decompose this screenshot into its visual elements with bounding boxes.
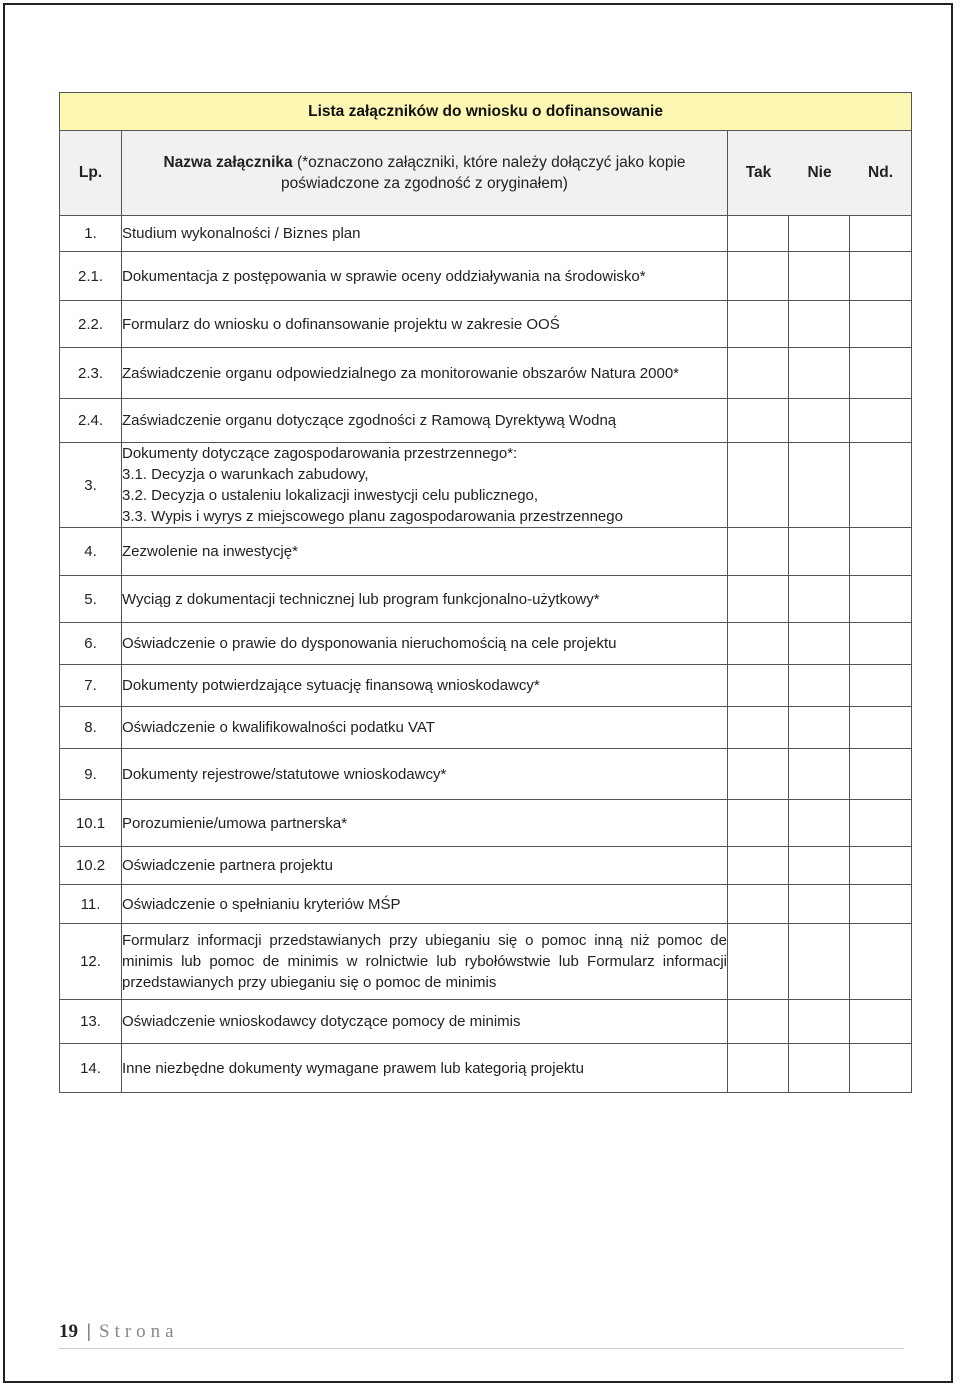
row-number: 2.1.	[60, 252, 122, 301]
row-number: 2.4.	[60, 399, 122, 443]
row-attachment-name: Studium wykonalności / Biznes plan	[122, 216, 728, 252]
checkbox-cell-tak[interactable]	[728, 252, 789, 301]
attachments-table	[59, 92, 912, 1093]
checkbox-cell-tak[interactable]	[728, 301, 789, 348]
checkbox-cell-tak[interactable]	[728, 623, 789, 665]
table-row	[60, 399, 912, 443]
checkbox-cell-nie[interactable]	[789, 301, 850, 348]
table-header-row	[60, 131, 912, 216]
row-attachment-name: Inne niezbędne dokumenty wymagane prawem lub kategorią projektu	[122, 1044, 728, 1093]
table-row	[60, 252, 912, 301]
checkbox-cell-nd[interactable]	[850, 623, 912, 665]
checkbox-cell-tak[interactable]	[728, 924, 789, 1000]
checkbox-cell-nie[interactable]	[789, 399, 850, 443]
checkbox-cell-nd[interactable]	[850, 252, 912, 301]
table-row	[60, 800, 912, 847]
checkbox-cell-nd[interactable]	[850, 665, 912, 707]
table-row	[60, 301, 912, 348]
table-row	[60, 847, 912, 885]
table-row	[60, 707, 912, 749]
checkbox-cell-nd[interactable]	[850, 924, 912, 1000]
checkbox-cell-nd[interactable]	[850, 576, 912, 623]
checkbox-cell-tak[interactable]	[728, 800, 789, 847]
row-number: 9.	[60, 749, 122, 800]
checkbox-cell-tak[interactable]	[728, 576, 789, 623]
footer-separator: |	[87, 1321, 91, 1342]
table-row	[60, 576, 912, 623]
header-nd: Nd.	[868, 164, 894, 181]
row-number: 5.	[60, 576, 122, 623]
checkbox-cell-nd[interactable]	[850, 399, 912, 443]
row-attachment-name: Oświadczenie wnioskodawcy dotyczące pomocy de minimis	[122, 1000, 728, 1044]
checkbox-cell-tak[interactable]	[728, 847, 789, 885]
table-row	[60, 1044, 912, 1093]
row-attachment-name: Oświadczenie partnera projektu	[122, 847, 728, 885]
checkbox-cell-nie[interactable]	[789, 1000, 850, 1044]
row-attachment-name: Oświadczenie o kwalifikowalności podatku VAT	[122, 707, 728, 749]
row-number: 7.	[60, 665, 122, 707]
row-attachment-line: 3.1. Decyzja o warunkach zabudowy,	[122, 466, 369, 483]
header-nazwa-bold: Nazwa załącznika	[163, 154, 293, 171]
table-row	[60, 623, 912, 665]
header-nazwa-note: (*oznaczono załączniki, które należy dołączyć jako kopie poświadczone za zgodność z oryginałem)	[281, 154, 686, 192]
row-attachment-name: Dokumenty potwierdzające sytuację finansową wnioskodawcy*	[122, 665, 728, 707]
row-attachment-name: Zaświadczenie organu odpowiedzialnego za monitorowanie obszarów Natura 2000*	[122, 348, 728, 399]
checkbox-cell-nd[interactable]	[850, 216, 912, 252]
checkbox-cell-tak[interactable]	[728, 707, 789, 749]
table-row	[60, 443, 912, 528]
checkbox-cell-tak[interactable]	[728, 1044, 789, 1093]
table-body	[60, 216, 912, 1093]
header-choice-columns	[728, 131, 912, 216]
checkbox-cell-tak[interactable]	[728, 885, 789, 924]
table-row	[60, 665, 912, 707]
checkbox-cell-tak[interactable]	[728, 348, 789, 399]
header-nie: Nie	[807, 164, 832, 181]
table-row	[60, 528, 912, 576]
checkbox-cell-nie[interactable]	[789, 443, 850, 528]
row-attachment-name: Dokumentacja z postępowania w sprawie oceny oddziaływania na środowisko*	[122, 252, 728, 301]
row-attachment-line: Dokumenty dotyczące zagospodarowania przestrzennego*:	[122, 445, 518, 462]
row-number: 10.1	[60, 800, 122, 847]
row-attachment-name: Formularz informacji przedstawianych przy ubieganiu się o pomoc inną niż pomoc de minimis lub pomoc de minimis w rolnictwie lub rybołówstwie lub Formularz informacji przedstawianych przy ubieganiu się o pomoc de minimis	[122, 924, 728, 1000]
row-attachment-name: Oświadczenie o spełnianiu kryteriów MŚP	[122, 885, 728, 924]
checkbox-cell-nie[interactable]	[789, 623, 850, 665]
table-row	[60, 749, 912, 800]
checkbox-cell-tak[interactable]	[728, 665, 789, 707]
checkbox-cell-tak[interactable]	[728, 1000, 789, 1044]
row-number: 12.	[60, 924, 122, 1000]
row-number: 4.	[60, 528, 122, 576]
checkbox-cell-nd[interactable]	[850, 1000, 912, 1044]
row-attachment-name	[122, 443, 728, 528]
row-number: 10.2	[60, 847, 122, 885]
row-attachment-name: Zaświadczenie organu dotyczące zgodności z Ramową Dyrektywą Wodną	[122, 399, 728, 443]
checkbox-cell-nie[interactable]	[789, 707, 850, 749]
checkbox-cell-nd[interactable]	[850, 528, 912, 576]
checkbox-cell-nie[interactable]	[789, 800, 850, 847]
header-tak: Tak	[745, 164, 772, 181]
row-attachment-name: Formularz do wniosku o dofinansowanie projektu w zakresie OOŚ	[122, 301, 728, 348]
row-attachment-name: Oświadczenie o prawie do dysponowania nieruchomością na cele projektu	[122, 623, 728, 665]
checkbox-cell-nd[interactable]	[850, 707, 912, 749]
checkbox-cell-nd[interactable]	[850, 348, 912, 399]
row-attachment-name: Wyciąg z dokumentacji technicznej lub program funkcjonalno-użytkowy*	[122, 576, 728, 623]
checkbox-cell-nie[interactable]	[789, 528, 850, 576]
checkbox-cell-nd[interactable]	[850, 1044, 912, 1093]
table-row	[60, 216, 912, 252]
row-attachment-line: 3.3. Wypis i wyrys z miejscowego planu zagospodarowania przestrzennego	[122, 508, 623, 525]
row-attachment-name: Porozumienie/umowa partnerska*	[122, 800, 728, 847]
checkbox-cell-tak[interactable]	[728, 399, 789, 443]
table-title: Lista załączników do wniosku o dofinansowanie	[60, 93, 912, 131]
checkbox-cell-nie[interactable]	[789, 665, 850, 707]
table-row	[60, 885, 912, 924]
checkbox-cell-nie[interactable]	[789, 885, 850, 924]
checkbox-cell-nie[interactable]	[789, 216, 850, 252]
row-number: 1.	[60, 216, 122, 252]
checkbox-cell-tak[interactable]	[728, 749, 789, 800]
table-row	[60, 348, 912, 399]
checkbox-cell-nie[interactable]	[789, 348, 850, 399]
table-row	[60, 924, 912, 1000]
row-number: 8.	[60, 707, 122, 749]
header-nazwa	[122, 131, 728, 216]
row-attachment-name: Dokumenty rejestrowe/statutowe wnioskodawcy*	[122, 749, 728, 800]
checkbox-cell-nie[interactable]	[789, 924, 850, 1000]
table-row	[60, 1000, 912, 1044]
row-number: 11.	[60, 885, 122, 924]
header-lp: Lp.	[60, 131, 122, 216]
checkbox-cell-nd[interactable]	[850, 800, 912, 847]
row-number: 2.2.	[60, 301, 122, 348]
checkbox-cell-nd[interactable]	[850, 301, 912, 348]
checkbox-cell-nd[interactable]	[850, 443, 912, 528]
footer-label: Strona	[99, 1321, 179, 1342]
row-attachment-line: 3.2. Decyzja o ustaleniu lokalizacji inwestycji celu publicznego,	[122, 487, 539, 504]
checkbox-cell-nie[interactable]	[789, 847, 850, 885]
checkbox-cell-tak[interactable]	[728, 216, 789, 252]
row-number: 2.3.	[60, 348, 122, 399]
checkbox-cell-tak[interactable]	[728, 528, 789, 576]
checkbox-cell-nd[interactable]	[850, 847, 912, 885]
row-number: 6.	[60, 623, 122, 665]
page-number: 19	[59, 1321, 78, 1342]
checkbox-cell-nd[interactable]	[850, 885, 912, 924]
row-number: 14.	[60, 1044, 122, 1093]
checkbox-cell-nie[interactable]	[789, 252, 850, 301]
row-number: 13.	[60, 1000, 122, 1044]
table-title-row	[60, 93, 912, 131]
checkbox-cell-nie[interactable]	[789, 1044, 850, 1093]
checkbox-cell-nie[interactable]	[789, 576, 850, 623]
page-footer	[59, 1318, 904, 1349]
checkbox-cell-nie[interactable]	[789, 749, 850, 800]
checkbox-cell-nd[interactable]	[850, 749, 912, 800]
checkbox-cell-tak[interactable]	[728, 443, 789, 528]
row-attachment-name: Zezwolenie na inwestycję*	[122, 528, 728, 576]
row-number: 3.	[60, 443, 122, 528]
